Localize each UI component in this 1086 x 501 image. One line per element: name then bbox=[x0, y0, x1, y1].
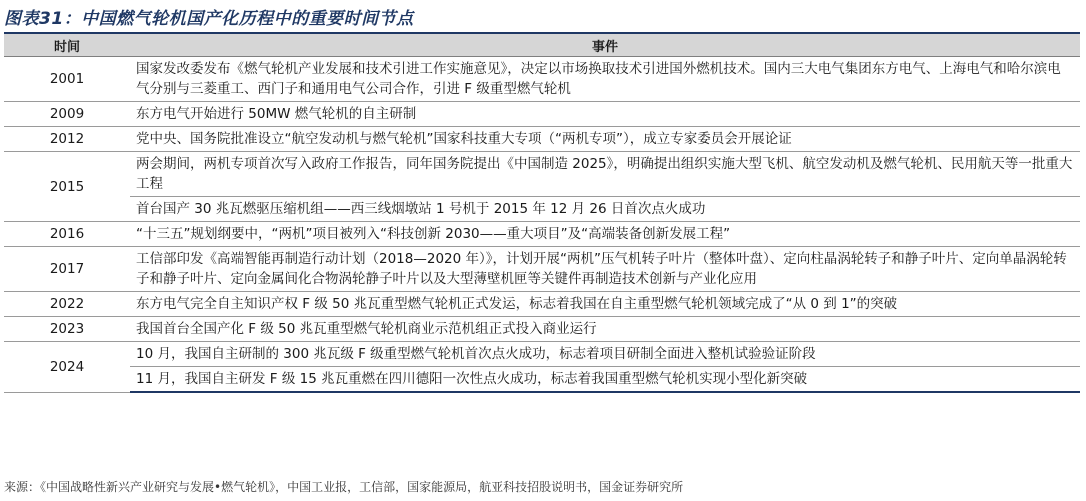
table-row bbox=[4, 127, 1080, 152]
event-cell: 东方电气开始进行 50MW 燃气轮机的自主研制 bbox=[130, 102, 1080, 127]
year-cell: 2009 bbox=[4, 102, 130, 127]
event-cell: 10 月，我国自主研制的 300 兆瓦级 F 级重型燃气轮机首次点火成功，标志着项目研制全面进入整机试验验证阶段 bbox=[130, 342, 1080, 367]
table-row bbox=[4, 57, 1080, 102]
event-cell: 工信部印发《高端智能再制造行动计划（2018—2020 年）》，计划开展“两机”压气机转子叶片（整体叶盘）、定向柱晶涡轮转子和静子叶片、定向单晶涡轮转子和静子叶片、定向金属间化合物涡轮静子叶片以及大型薄壁机匣等关键件再制造技术创新与产业化应用 bbox=[130, 247, 1080, 292]
year-cell: 2001 bbox=[4, 57, 130, 102]
event-cell: 11 月，我国自主研发 F 级 15 兆瓦重燃在四川德阳一次性点火成功，标志着我国重型燃气轮机实现小型化新突破 bbox=[130, 367, 1080, 393]
event-cell: 国家发改委发布《燃气轮机产业发展和技术引进工作实施意见》，决定以市场换取技术引进国外燃机技术。国内三大电气集团东方电气、上海电气和哈尔滨电气分别与三菱重工、西门子和通用电气公司合作，引进 F 级重型燃气轮机 bbox=[130, 57, 1080, 102]
event-cell: “十三五”规划纲要中，“两机”项目被列入“科技创新 2030——重大项目”及“高端装备创新发展工程” bbox=[130, 222, 1080, 247]
table-row bbox=[4, 152, 1080, 197]
year-cell: 2012 bbox=[4, 127, 130, 152]
year-cell: 2022 bbox=[4, 292, 130, 317]
header-time: 时间 bbox=[4, 33, 130, 57]
table-row bbox=[4, 102, 1080, 127]
table-row bbox=[4, 292, 1080, 317]
table-row bbox=[4, 222, 1080, 247]
timeline-table bbox=[4, 32, 1080, 393]
figure-title: 图表31：中国燃气轮机国产化历程中的重要时间节点 bbox=[4, 9, 414, 29]
table-row bbox=[4, 197, 1080, 222]
header-event: 事件 bbox=[130, 33, 1080, 57]
table-row bbox=[4, 342, 1080, 367]
year-cell: 2023 bbox=[4, 317, 130, 342]
event-cell: 东方电气完全自主知识产权 F 级 50 兆瓦重型燃气轮机正式发运，标志着我国在自主重型燃气轮机领域完成了“从 0 到 1”的突破 bbox=[130, 292, 1080, 317]
event-cell: 我国首台全国产化 F 级 50 兆瓦重型燃气轮机商业示范机组正式投入商业运行 bbox=[130, 317, 1080, 342]
year-cell: 2016 bbox=[4, 222, 130, 247]
event-cell: 党中央、国务院批准设立“航空发动机与燃气轮机”国家科技重大专项（“两机专项”），成立专家委员会开展论证 bbox=[130, 127, 1080, 152]
event-cell: 首台国产 30 兆瓦燃驱压缩机组——西三线烟墩站 1 号机于 2015 年 12 月 26 日首次点火成功 bbox=[130, 197, 1080, 222]
year-cell: 2017 bbox=[4, 247, 130, 292]
table-header-row bbox=[4, 33, 1080, 57]
event-cell: 两会期间，两机专项首次写入政府工作报告，同年国务院提出《中国制造 2025》，明确提出组织实施大型飞机、航空发动机及燃气轮机、民用航天等一批重大工程 bbox=[130, 152, 1080, 197]
year-cell: 2015 bbox=[4, 152, 130, 222]
table-row bbox=[4, 367, 1080, 393]
source-note: 来源：《中国战略性新兴产业研究与发展•燃气轮机》，中国工业报，工信部，国家能源局，航亚科技招股说明书，国金证券研究所 bbox=[4, 480, 684, 494]
year-cell: 2024 bbox=[4, 342, 130, 393]
table-row bbox=[4, 317, 1080, 342]
table-row bbox=[4, 247, 1080, 292]
